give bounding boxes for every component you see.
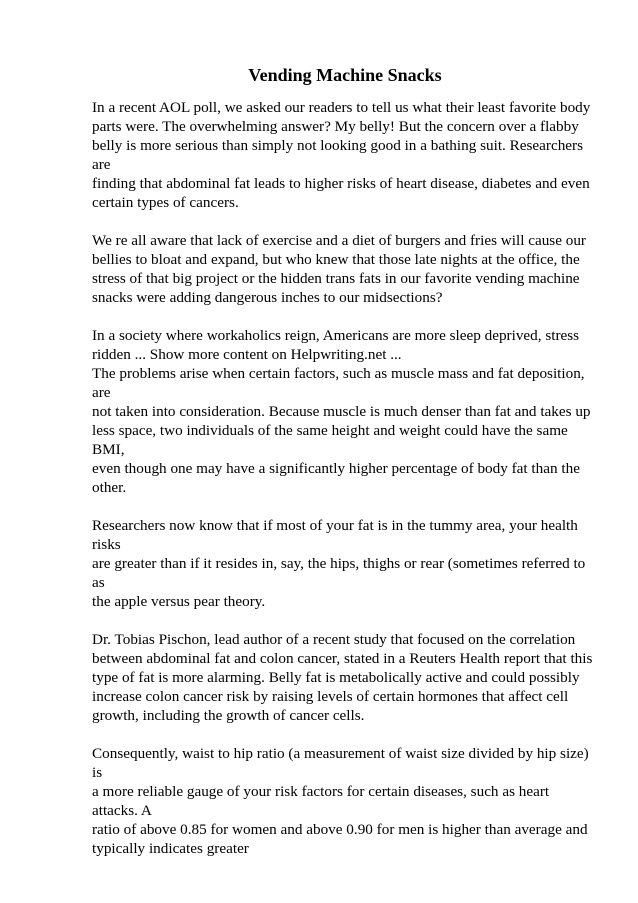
paragraph-7: Consequently, waist to hip ratio (a measurement of waist size divided by hip size) is a more reliable gauge of your risk factors for certain diseases, such as heart attacks. A ratio of above 0.85 for women and above 0.90 for men is higher than average and typically indicates greater: [92, 745, 589, 857]
paragraph-5: Researchers now know that if most of your fat is in the tummy area, your health risks are greater than if it resides in, say, the hips, thighs or rear (sometimes referred to as the apple versus pear theory.: [92, 517, 586, 610]
document-body: [92, 98, 598, 858]
paragraph-2: We re all aware that lack of exercise and a diet of burgers and fries will cause our bellies to bloat and expand, but who knew that those late nights at the office, the stress of that big project or the hidden trans fats in our favorite vending machine snacks were adding dangerous inches to our midsections?: [92, 232, 586, 306]
document-title: Vending Machine Snacks: [248, 65, 442, 85]
paragraph-6: Dr. Tobias Pischon, lead author of a recent study that focused on the correlation between abdominal fat and colon cancer, stated in a Reuters Health report that this type of fat is more alarming. Belly fat is metabolically active and could possibly increase colon cancer risk by raising levels of certain hormones that affect cell growth, including the growth of cancer cells.: [92, 631, 593, 724]
paragraph-3: In a society where workaholics reign, Americans are more sleep deprived, stress ridden ... Show more content on Helpwriting.net ...: [92, 327, 580, 363]
paragraph-1: In a recent AOL poll, we asked our readers to tell us what their least favorite body parts were. The overwhelming answer? My belly! But the concern over a flabby belly is more serious than simply not looking good in a bathing suit. Researchers are finding that abdominal fat leads to higher risks of heart disease, diabetes and even certain types of cancers.: [92, 99, 591, 211]
paragraph-4: The problems arise when certain factors, such as muscle mass and fat deposition, are not taken into consideration. Because muscle is much denser than fat and takes up less space, two individuals of the same height and weight could have the same BMI, even though one may have a significantly higher percentage of body fat than the other.: [92, 365, 591, 496]
